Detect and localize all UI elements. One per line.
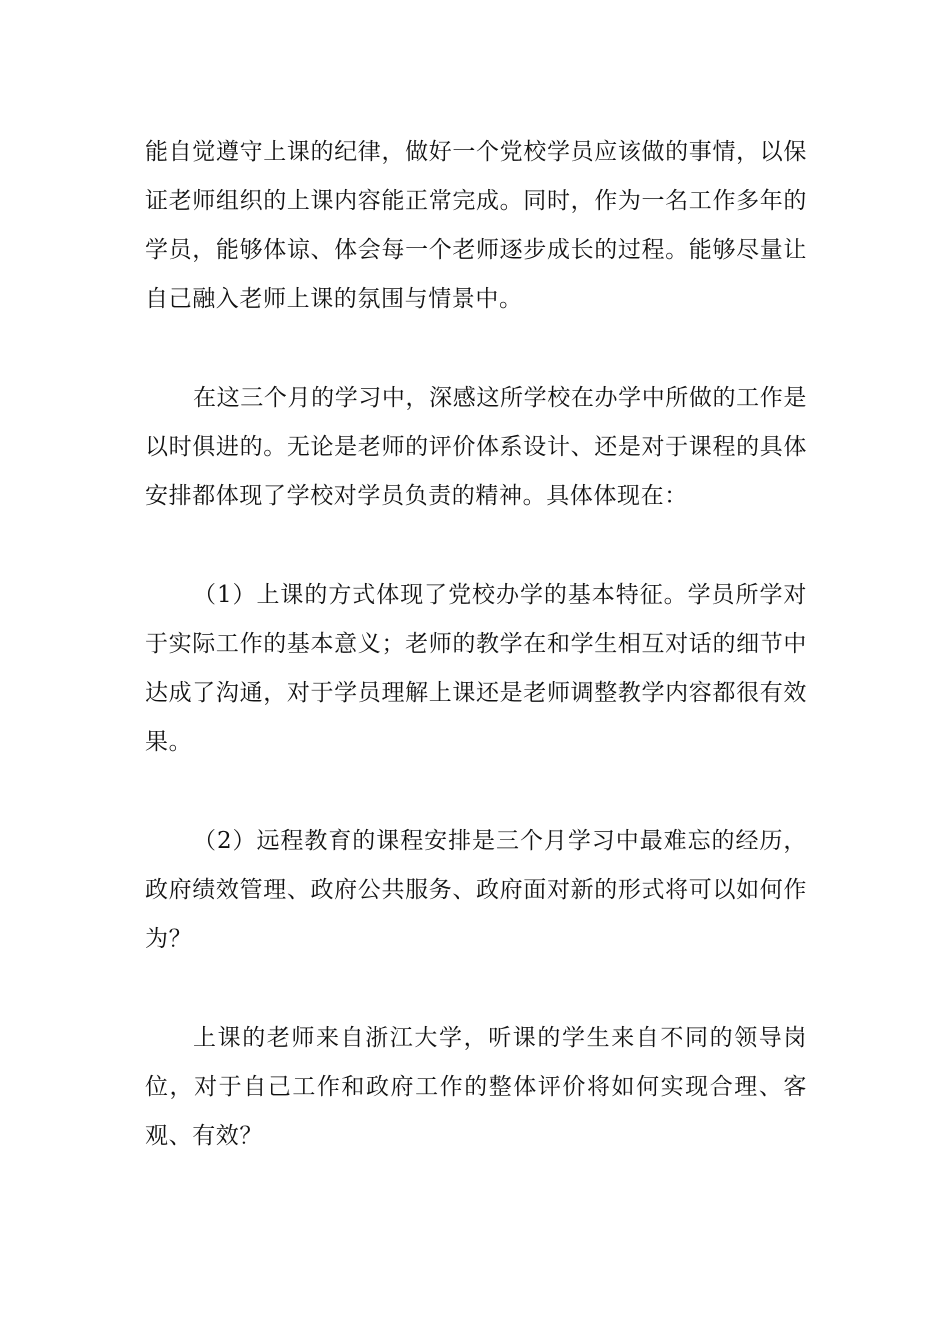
document-body (145, 128, 807, 1161)
paragraph-1: 能自觉遵守上课的纪律，做好一个党校学员应该做的事情，以保证老师组织的上课内容能正常完成。同时，作为一名工作多年的学员，能够体谅、体会每一个老师逐步成长的过程。能够尽量让自己融入老师上课的氛围与情景中。 (145, 139, 807, 312)
paragraph-3: （1）上课的方式体现了党校办学的基本特征。学员所学对于实际工作的基本意义；老师的教学在和学生相互对话的细节中达成了沟通，对于学员理解上课还是老师调整教学内容都很有效果。 (145, 582, 807, 755)
paragraph-4: （2）远程教育的课程安排是三个月学习中最难忘的经历，政府绩效管理、政府公共服务、政府面对新的形式将可以如何作为？ (145, 828, 807, 952)
paragraph-5: 上课的老师来自浙江大学，听课的学生来自不同的领导岗位，对于自己工作和政府工作的整体评价将如何实现合理、客观、有效？ (145, 1025, 807, 1149)
paragraph-2: 在这三个月的学习中，深感这所学校在办学中所做的工作是以时俱进的。无论是老师的评价体系设计、还是对于课程的具体安排都体现了学校对学员负责的精神。具体体现在： (145, 385, 807, 509)
